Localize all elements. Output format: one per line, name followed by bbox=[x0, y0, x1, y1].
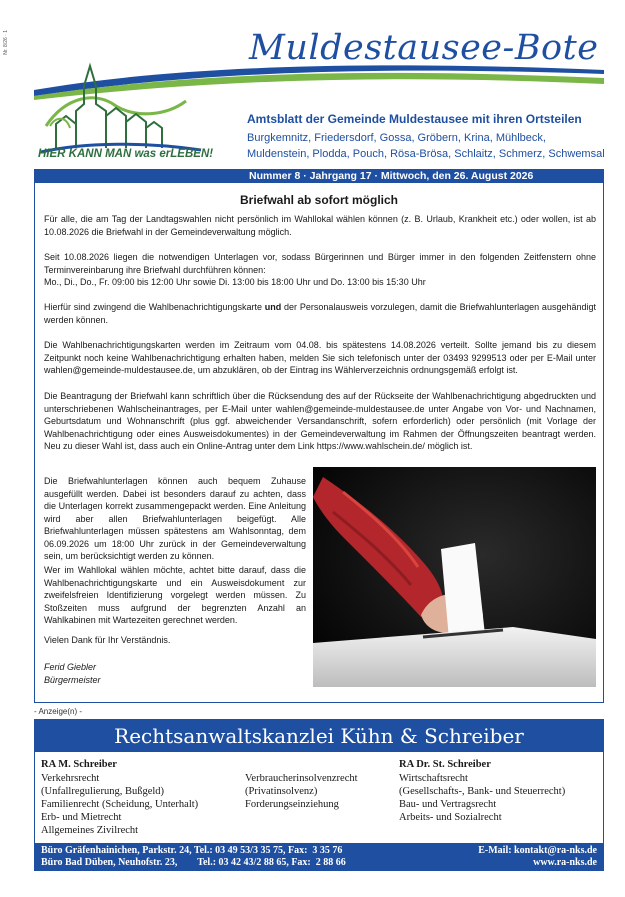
article-paragraph: Hierfür sind zwingend die Wahlbenachrichtigungskarte und der Personalausweis vorzulegen, damit die Briefwahlunterlagen ausgehändigt werden können. bbox=[44, 302, 596, 325]
town-list: Burgkemnitz, Friedersdorf, Gossa, Gröbern, Krina, Mühlbeck, Muldenstein, Plodda, Pouch, Rösa-Brösa, Schlaitz, Schmerz, Schwemsal bbox=[247, 132, 605, 160]
ad-item: Arbeits- und Sozialrecht bbox=[399, 812, 502, 823]
signature-role: Bürgermeister bbox=[44, 675, 101, 685]
article-paragraph: Die Wahlbenachrichtigungskarten werden im Zeitraum vom 04.08. bis spätestens 14.08.2026 verteilt. Sollte jemand bis zu diesem Zeitpunkt noch keine Wahlbenachrichtigung erhalten haben, melden Sie sich telefonisch unter der 03493 9299513 oder per E-Mail unter wahlen@gemeinde-muldestausee.de, um abzuklären, ob der Eintrag ins Wählerverzeichnis ordnungsgemäß erfolgt ist. bbox=[44, 340, 596, 375]
article-paragraph: Die Briefwahlunterlagen können auch bequem Zuhause ausgefüllt werden. Dabei ist besonders darauf zu achten, dass die Unterlagen korrekt zusammengepackt werden. Eine Anleitung wird aber allen Briefwahlunterlagen beigefügt. Alle Briefwahlunterlagen müssen spätestens am Wahlsonntag, dem 06.09.2026 um 18:00 Uhr zurück in der Gemeindeverwaltung sein, um berücksichtigt werden zu können. bbox=[44, 476, 306, 561]
lawyer-name: RA Dr. St. Schreiber bbox=[399, 759, 491, 770]
ad-item: Familienrecht (Scheidung, Unterhalt) bbox=[41, 799, 199, 810]
advertisement bbox=[34, 719, 604, 871]
ad-item: (Privatinsolvenz) bbox=[245, 786, 318, 797]
ad-item: (Gesellschafts-, Bank- und Steuerrecht) bbox=[399, 786, 566, 797]
ad-footer bbox=[35, 843, 603, 870]
article-paragraph: Für alle, die am Tag der Landtagswahlen nicht persönlich im Wahllokal wählen können (z. B. Urlaub, Krankheit etc.) oder wollen, ist ab 10.08.2026 die Briefwahl in der Gemeindeverwaltung möglich. bbox=[44, 214, 596, 237]
ad-item: Verbraucherinsolvenzrecht bbox=[245, 773, 358, 784]
ad-item: Bau- und Vertragsrecht bbox=[399, 799, 497, 810]
issue-info: Nummer 8 · Jahrgang 17 · Mittwoch, den 26. August 2026 bbox=[249, 170, 534, 182]
page-number: Nr. 8/26 · 1 bbox=[3, 30, 9, 55]
website-link[interactable]: www.ra-nks.de bbox=[533, 857, 597, 868]
ad-item: Erb- und Mietrecht bbox=[41, 812, 122, 823]
ad-column-left bbox=[41, 758, 241, 837]
article-paragraph: Seit 10.08.2026 liegen die notwendigen Unterlagen vor, sodass Bürgerinnen und Bürger immer in den folgenden Zeitfenstern ohne Terminvereinbarung ihre Briefwahl durchführen können: bbox=[44, 252, 596, 275]
ad-item: Wirtschaftsrecht bbox=[399, 773, 468, 784]
office-addresses bbox=[41, 845, 346, 869]
lawyer-name: RA M. Schreiber bbox=[41, 759, 117, 770]
email-link[interactable]: E-Mail: kontakt@ra-nks.de bbox=[478, 845, 597, 856]
contact-info bbox=[478, 845, 597, 869]
masthead bbox=[34, 20, 604, 168]
article-paragraph: Wer im Wahllokal wählen möchte, achtet bitte darauf, dass die Wahlbenachrichtigungskarte und ein Ausweisdokument zur zweifelsfreien Identifizierung vorgelegt werden müssen. Zu Stoßzeiten muss aufgrund der begrenzten Anzahl an Wahlkabinen mit Wartezeiten gerechnet werden. bbox=[44, 565, 306, 625]
ad-column-middle bbox=[245, 772, 395, 811]
ad-item: Forderungseinziehung bbox=[245, 799, 339, 810]
opening-hours: Mo., Di., Do., Fr. 09:00 bis 12:00 Uhr sowie Di. 13:00 bis 18:00 Uhr und Do. 13:00 bis 15:30 Uhr bbox=[44, 277, 426, 287]
signature-name: Ferid Giebler bbox=[44, 662, 97, 672]
ad-label: - Anzeige(n) - bbox=[34, 707, 83, 716]
article-title: Briefwahl ab sofort möglich bbox=[239, 193, 398, 207]
slogan: HIER KANN MAN was erLEBEN! bbox=[38, 148, 214, 160]
ad-item: Allgemeines Zivilrecht bbox=[41, 825, 139, 836]
article-box bbox=[34, 183, 604, 703]
office-address: Büro Bad Düben, Neuhofstr. 23, Tel.: 03 42 43/2 88 65, Fax: 2 88 66 bbox=[41, 857, 346, 868]
ad-column-right bbox=[399, 758, 599, 824]
article-paragraph: Vielen Dank für Ihr Verständnis. bbox=[44, 635, 171, 645]
amtsblatt-subtitle: Amtsblatt der Gemeinde Muldestausee mit ihren Ortsteilen bbox=[247, 112, 582, 126]
ballot-box-photo bbox=[313, 467, 596, 687]
ad-item: Verkehrsrecht bbox=[41, 773, 100, 784]
article-paragraph: Die Beantragung der Briefwahl kann schriftlich über die Rücksendung des auf der Rückseite der Wahlbenachrichtigung abgedruckten und unterschriebenen Wahlscheinantrages, per E-Mail unter wahlen@gemeinde-muldestausee.de unter Angabe von Vor- und Nachnamen, Geburtsdatum und Wohnanschrift (plus ggf. abweichender Versandanschrift, sofern erforderlich) oder persönlich (mit Vorlage der Wahlbenachrichtigung oder eines Ausweisdokumentes) in der Gemeindeverwaltung im Rahmen der Öffnungszeiten beantragt werden. Neu zu dieser Wahl ist, dass auch ein Online-Antrag unter dem Link https://www.wahlschein.de/ möglich ist. bbox=[44, 391, 596, 451]
issue-bar bbox=[34, 169, 604, 183]
newspaper-title: Muldestausee-Bote bbox=[249, 28, 599, 68]
office-address: Büro Gräfenhainichen, Parkstr. 24, Tel.: 03 49 53/3 35 75, Fax: 3 35 76 bbox=[41, 845, 343, 856]
ad-firm-name: Rechtsanwaltskanzlei Kühn & Schreiber bbox=[35, 720, 603, 752]
ad-item: (Unfallregulierung, Bußgeld) bbox=[41, 786, 165, 797]
